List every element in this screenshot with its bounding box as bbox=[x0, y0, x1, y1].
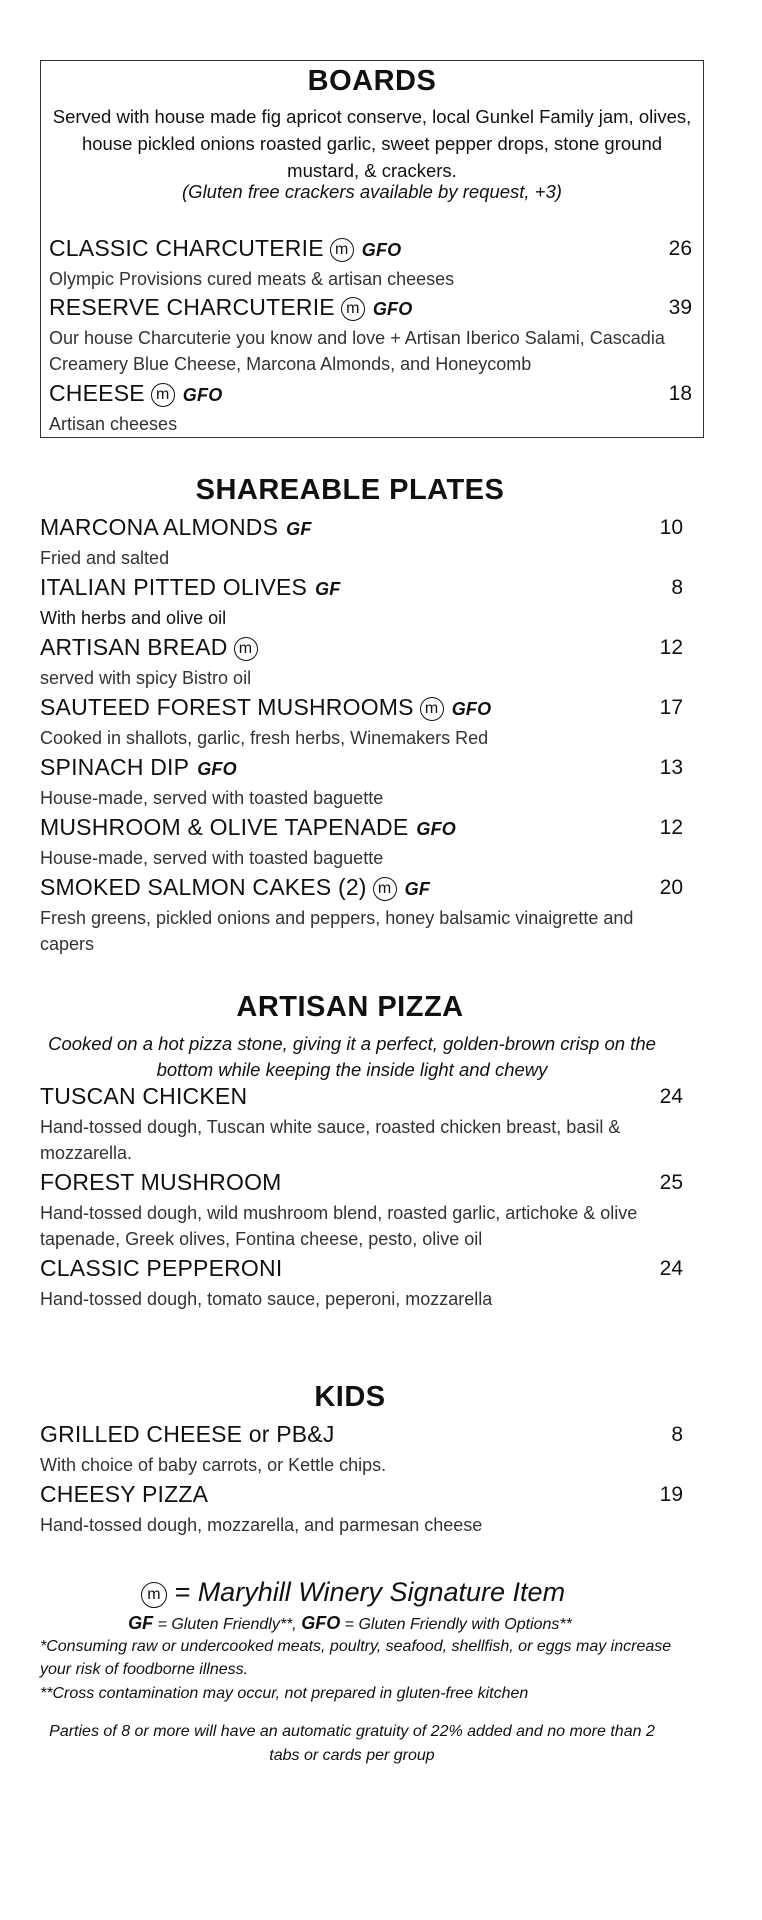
menu-item-description: Hand-tossed dough, Tuscan white sauce, roasted chicken breast, basil & mozzarella. bbox=[40, 1117, 621, 1163]
gfo-abbr: GFO bbox=[301, 1613, 341, 1633]
menu-item-description: served with spicy Bistro oil bbox=[40, 668, 252, 688]
gluten-legend bbox=[0, 1613, 700, 1634]
signature-icon: m bbox=[330, 238, 354, 262]
signature-icon: m bbox=[341, 297, 365, 321]
menu-item-price: 8 bbox=[671, 576, 683, 599]
signature-legend bbox=[0, 1577, 700, 1608]
menu-item-name: SMOKED SALMON CAKES (2) m GF bbox=[40, 874, 431, 900]
menu-item-description: Olympic Provisions cured meats & artisan cheeses bbox=[49, 269, 455, 289]
diet-tag: GFO bbox=[372, 299, 413, 319]
diet-tag: GF bbox=[404, 879, 431, 899]
diet-tag: GF bbox=[286, 519, 312, 539]
diet-tag: GFO bbox=[451, 699, 492, 719]
signature-legend-text: = Maryhill Winery Signature Item bbox=[174, 1577, 566, 1607]
menu-item-price: 10 bbox=[659, 516, 683, 539]
diet-tag: GFO bbox=[197, 759, 237, 779]
menu-item-price: 8 bbox=[671, 1423, 683, 1446]
menu-item-description: Our house Charcuterie you know and love + Artisan Iberico Salami, Cascadia Creamery Blue Cheese, Marcona Almonds, and Honeycomb bbox=[49, 328, 665, 374]
menu-item-name: CHEESY PIZZA bbox=[40, 1481, 209, 1507]
kids-title: KIDS bbox=[314, 1381, 386, 1413]
menu-item-description: With choice of baby carrots, or Kettle chips. bbox=[40, 1455, 387, 1475]
menu-item-description: Fried and salted bbox=[40, 548, 170, 568]
boards-note: (Gluten free crackers available by request, +3) bbox=[182, 181, 562, 202]
menu-item-description: Fresh greens, pickled onions and peppers, honey balsamic vinaigrette and capers bbox=[40, 908, 634, 954]
menu-item-name: TUSCAN CHICKEN bbox=[40, 1083, 248, 1109]
signature-icon: m bbox=[234, 637, 258, 661]
diet-tag: GFO bbox=[361, 240, 402, 260]
gratuity-note: Parties of 8 or more will have an automatic gratuity of 22% added and no more than 2 tabs or cards per group bbox=[49, 1723, 655, 1764]
menu-item-description: Hand-tossed dough, wild mushroom blend, roasted garlic, artichoke & olive tapenade, Greek olives, Fontina cheese, pesto, olive oil bbox=[40, 1203, 638, 1249]
menu-item-description: With herbs and olive oil bbox=[40, 608, 227, 628]
menu-item-description: Hand-tossed dough, tomato sauce, peperoni, mozzarella bbox=[40, 1289, 493, 1309]
pizza-subtitle: Cooked on a hot pizza stone, giving it a perfect, golden-brown crisp on the bottom while keeping the inside light and chewy bbox=[48, 1033, 656, 1080]
pizza-title: ARTISAN PIZZA bbox=[236, 991, 464, 1023]
signature-icon: m bbox=[141, 1582, 167, 1608]
menu-item-price: 39 bbox=[668, 296, 692, 319]
menu-item-description: Hand-tossed dough, mozzarella, and parmesan cheese bbox=[40, 1515, 483, 1535]
gfo-text: = Gluten Friendly with Options** bbox=[340, 1616, 572, 1633]
menu-item-description: Cooked in shallots, garlic, fresh herbs, Winemakers Red bbox=[40, 728, 489, 748]
menu-item-price: 20 bbox=[659, 876, 683, 899]
menu-item-price: 25 bbox=[659, 1171, 683, 1194]
menu-item-name: CHEESE m GFO bbox=[49, 380, 223, 406]
menu-item-name: ARTISAN BREAD m bbox=[40, 634, 258, 661]
menu-item-price: 18 bbox=[668, 382, 692, 405]
diet-tag: GF bbox=[315, 579, 341, 599]
shareable-title: SHAREABLE PLATES bbox=[195, 474, 505, 506]
menu-item-description: House-made, served with toasted baguette bbox=[40, 788, 384, 808]
menu-item-price: 19 bbox=[659, 1483, 683, 1506]
menu-item-name: RESERVE CHARCUTERIE m GFO bbox=[49, 294, 413, 320]
cross-contamination-note: **Cross contamination may occur, not prepared in gluten-free kitchen bbox=[40, 1685, 529, 1702]
menu-item-price: 12 bbox=[659, 636, 683, 659]
menu-item-name: MUSHROOM & OLIVE TAPENADE GFO bbox=[40, 814, 456, 840]
boards-description: Served with house made fig apricot conserve, local Gunkel Family jam, olives, house pickled onions roasted garlic, sweet pepper drops, stone ground mustard, & crackers. bbox=[52, 106, 692, 181]
menu-item-price: 12 bbox=[659, 816, 683, 839]
menu-item-price: 26 bbox=[668, 237, 692, 260]
menu-item-name: FOREST MUSHROOM bbox=[40, 1169, 282, 1195]
menu-item-description: Artisan cheeses bbox=[49, 414, 178, 434]
menu-item-description: House-made, served with toasted baguette bbox=[40, 848, 384, 868]
consumption-warning: *Consuming raw or undercooked meats, poultry, seafood, shellfish, or eggs may increase your risk of foodborne illness. bbox=[40, 1638, 672, 1678]
menu-item-price: 24 bbox=[659, 1085, 683, 1108]
menu-item-price: 13 bbox=[659, 756, 683, 779]
menu-item-name: MARCONA ALMONDS GF bbox=[40, 514, 312, 540]
signature-icon: m bbox=[151, 383, 175, 407]
signature-icon: m bbox=[373, 877, 397, 901]
diet-tag: GFO bbox=[182, 385, 223, 405]
menu-item-name: SPINACH DIP GFO bbox=[40, 754, 237, 780]
signature-icon: m bbox=[420, 697, 444, 721]
boards-title: BOARDS bbox=[307, 65, 437, 97]
menu-item-price: 17 bbox=[659, 696, 683, 719]
gf-abbr: GF bbox=[128, 1613, 154, 1633]
menu-item-name: CLASSIC PEPPERONI bbox=[40, 1255, 283, 1281]
menu-item-price: 24 bbox=[659, 1257, 683, 1280]
menu-item-name: SAUTEED FOREST MUSHROOMS m GFO bbox=[40, 694, 492, 720]
gf-text: = Gluten Friendly**, bbox=[153, 1616, 302, 1633]
menu-item-name: CLASSIC CHARCUTERIE m GFO bbox=[49, 235, 402, 261]
menu-item-name: GRILLED CHEESE or PB&J bbox=[40, 1421, 335, 1447]
diet-tag: GFO bbox=[416, 819, 456, 839]
menu-item-name: ITALIAN PITTED OLIVES GF bbox=[40, 574, 341, 600]
